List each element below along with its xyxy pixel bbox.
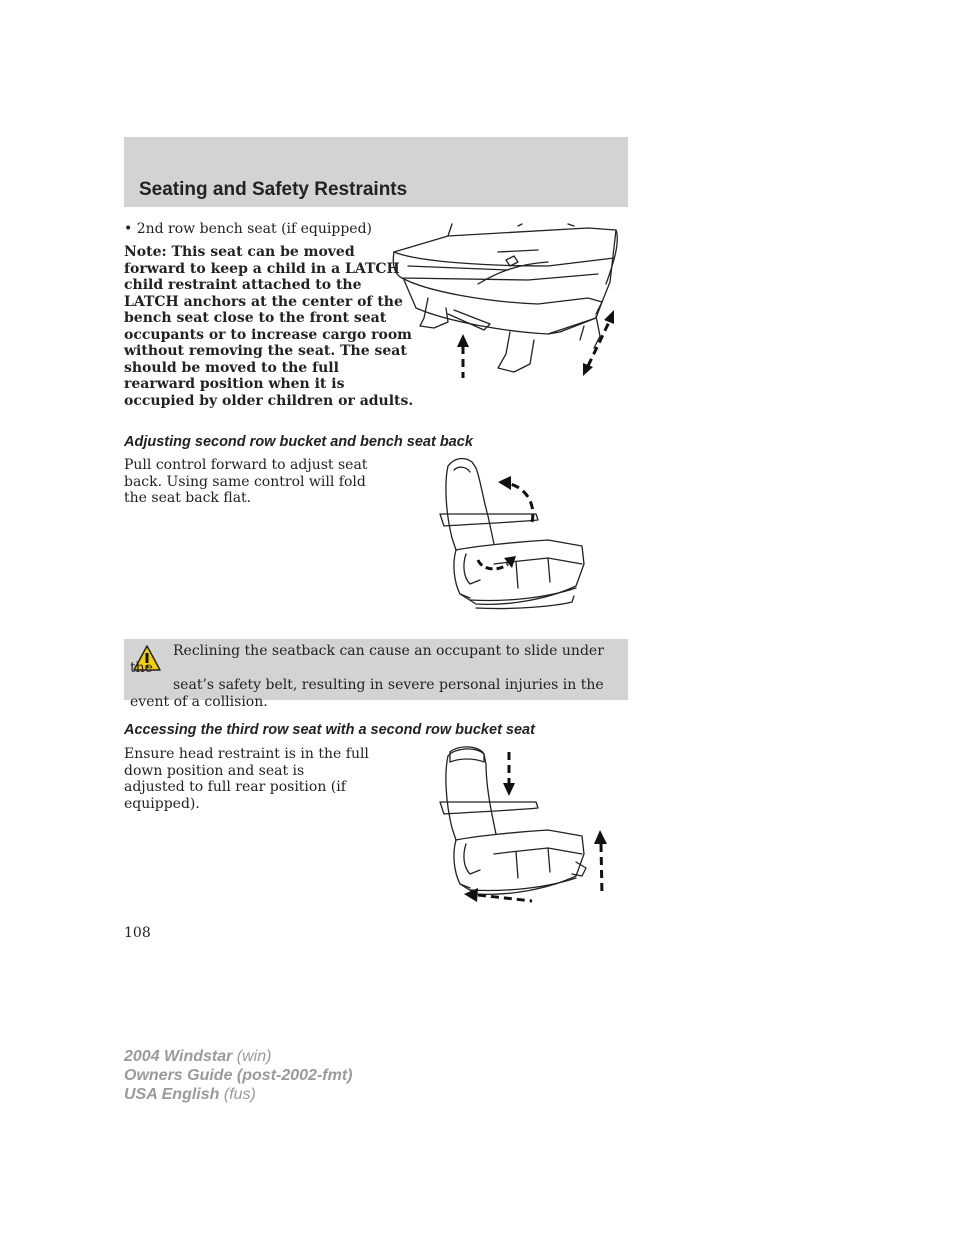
footer-guide: Owners Guide (post-2002-fmt) — [124, 1067, 353, 1084]
warning-box — [124, 639, 628, 710]
forward-back-arrow-icon — [578, 308, 620, 378]
footer-language-code: (fus) — [223, 1086, 256, 1103]
bench-note: Note: This seat can be moved forward to keep a child in a LATCH child restraint attached to the LATCH anchors at the center of the bench seat close to the front seat occupants or to increase cargo room without removing the seat. The seat should be moved to the full rearward position when it is occupied by older children or adults. — [124, 244, 414, 409]
seat-back-body: Pull control forward to adjust seat back. Using same control will fold the seat back flat. — [124, 457, 368, 506]
down-arrow-icon — [500, 750, 518, 796]
warning-text — [130, 643, 620, 711]
footer-model-code: (win) — [236, 1048, 272, 1065]
bullet-marker: • — [124, 221, 133, 237]
page-number: 108 — [124, 925, 151, 941]
section-title: Seating and Safety Restraints — [139, 179, 408, 200]
footer-line-2 — [124, 1066, 352, 1085]
third-row-body: Ensure head restraint is in the full down position and seat is adjusted to full rear position (if equipped). — [124, 746, 369, 812]
seat-back-heading: Adjusting second row bucket and bench seat back — [124, 434, 473, 450]
rearward-arrow-icon — [464, 888, 534, 906]
warning-line-3: event of a collision. — [130, 694, 268, 710]
footer-line-1 — [124, 1047, 352, 1066]
bench-bullet-item — [124, 221, 372, 238]
bullet-text: 2nd row bench seat (if equipped) — [136, 221, 373, 237]
document-footer — [124, 1047, 352, 1104]
footer-model: 2004 Windstar — [124, 1048, 233, 1065]
up-arrow-icon — [454, 334, 472, 380]
lift-arrow-icon — [592, 830, 610, 898]
third-row-heading: Accessing the third row seat with a second row bucket seat — [124, 722, 535, 738]
warning-line-1: Reclining the seatback can cause an occupant to slide under the — [130, 643, 604, 676]
lever-arrow-icon — [474, 552, 520, 576]
footer-line-3 — [124, 1085, 352, 1104]
recline-arrow-icon — [496, 474, 542, 526]
warning-line-2: seat’s safety belt, resulting in severe personal injuries in the — [173, 677, 604, 693]
section-header-band — [124, 137, 628, 207]
footer-language: USA English — [124, 1086, 220, 1103]
